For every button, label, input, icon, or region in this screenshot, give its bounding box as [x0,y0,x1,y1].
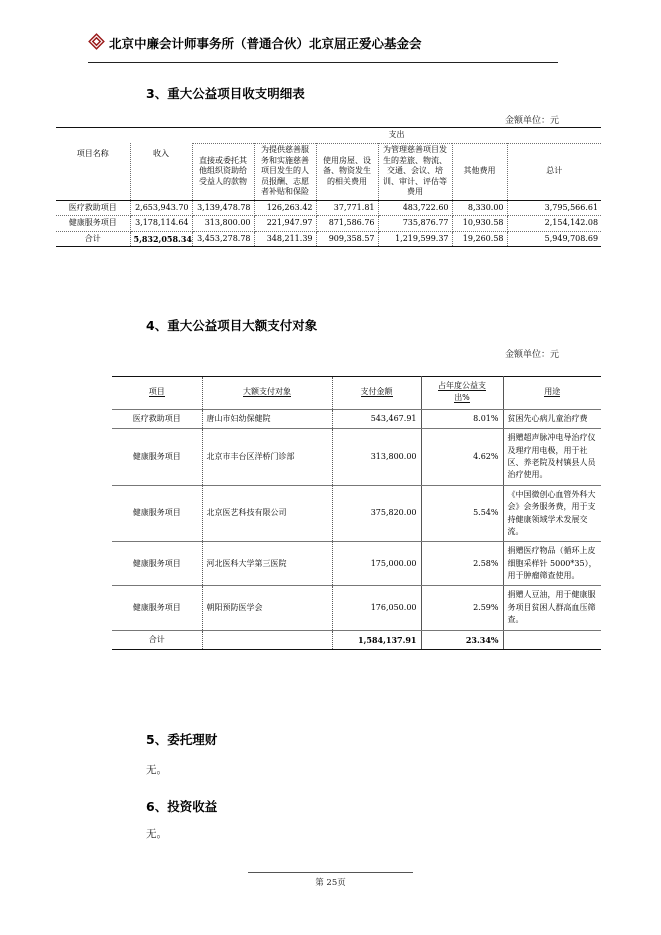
section-5-body: 无。 [146,764,167,776]
table-2-header-row [112,377,601,410]
cell-facilities: 37,771.81 [316,200,378,216]
table-row [56,200,601,216]
cell-project: 健康服务项目 [112,542,202,586]
cell-payee: 北京医艺科技有限公司 [202,485,332,542]
cell-amount: 176,050.00 [332,586,421,630]
table-row [112,485,601,542]
footer-divider [248,872,413,873]
cell-project: 医疗救助项目 [112,409,202,428]
cell-percent: 4.62% [421,429,503,486]
table-2-col-project: 项目 [112,377,202,410]
cell-percent: 5.54% [421,485,503,542]
section-6-body: 无。 [146,828,167,840]
table-1-col-facilities: 使用房屋、设备、物资发生的相关费用 [316,143,378,200]
cell-facilities: 871,586.76 [316,216,378,232]
cell-project: 合计 [112,630,202,649]
diamond-seal-logo-icon [88,33,105,50]
table-row [56,216,601,232]
cell-project: 健康服务项目 [112,586,202,630]
cell-direct-aid: 3,139,478.78 [192,200,254,216]
cell-purpose [503,630,601,649]
table-1-col-personnel: 为提供慈善服务和实施慈善项目发生的人员报酬、志愿者补贴和保险 [254,143,316,200]
cell-income: 2,653,943.70 [130,200,192,216]
table-total-row [56,231,601,247]
page-number: 第 25页 [315,878,346,888]
cell-percent: 2.59% [421,586,503,630]
cell-project: 健康服务项目 [112,429,202,486]
header-title: 北京中廉会计师事务所（普通合伙）北京屈正爱心基金会 [109,36,422,51]
cell-personnel: 126,263.42 [254,200,316,216]
cell-other: 10,930.58 [452,216,507,232]
cell-percent: 23.34% [421,630,503,649]
cell-management: 483,722.60 [378,200,452,216]
cell-project: 健康服务项目 [112,485,202,542]
cell-other: 8,330.00 [452,200,507,216]
section-3-heading: 3、重大公益项目收支明细表 [146,86,305,101]
table-1-group-header-expense: 支出 [192,128,601,144]
document-header [88,34,558,52]
cell-purpose: 捐赠人豆油，用于健康服务项目贫困人群高血压筛查。 [503,586,601,630]
cell-project-name: 健康服务项目 [56,216,130,232]
section-3-unit-note: 金额单位：元 [505,116,560,126]
cell-amount: 175,000.00 [332,542,421,586]
cell-direct-aid: 3,453,278.78 [192,231,254,247]
table-1-col-project-name: 项目名称 [56,126,130,183]
cell-percent: 8.01% [421,409,503,428]
cell-project-name: 合计 [56,231,130,247]
cell-purpose: 捐赠超声脉冲电导治疗仪及理疗用电极，用于社区、养老院及村镇县人员治疗使用。 [503,429,601,486]
cell-amount: 543,467.91 [332,409,421,428]
table-1-header-row [56,143,601,200]
table-2-col-amount: 支付金额 [332,377,421,410]
cell-income: 5,832,058.34 [130,231,192,247]
cell-percent: 2.58% [421,542,503,586]
table-1-col-income: 收入 [130,126,192,183]
table-2-col-purpose: 用途 [503,377,601,410]
cell-total: 2,154,142.08 [507,216,601,232]
cell-amount: 375,820.00 [332,485,421,542]
cell-facilities: 909,358.57 [316,231,378,247]
cell-management: 735,876.77 [378,216,452,232]
cell-total: 3,795,566.61 [507,200,601,216]
section-4-unit-note: 金额单位：元 [505,350,560,360]
header-divider [88,62,558,63]
table-total-row [112,630,601,649]
table-1-col-management: 为管理慈善项目发生的差旅、物流、交通、会议、培训、审计、评估等费用 [378,143,452,200]
table-2-col-payee: 大额支付对象 [202,377,332,410]
cell-income: 3,178,114.64 [130,216,192,232]
table-row [112,409,601,428]
table-row [112,542,601,586]
cell-amount: 313,800.00 [332,429,421,486]
table-row [112,586,601,630]
major-charity-income-expense-table [56,127,601,247]
cell-payee: 北京市丰台区洋桥门诊部 [202,429,332,486]
cell-purpose: 捐赠医疗物品（循环上皮细胞采样针 5000*35），用于肿瘤筛查使用。 [503,542,601,586]
table-1-col-total: 总计 [507,143,601,200]
cell-purpose: 《中国微创心血管外科大会》会务服务费，用于支持健康领域学术发展交流。 [503,485,601,542]
cell-personnel: 348,211.39 [254,231,316,247]
table-1-col-direct-aid: 直接或委托其他组织资助给受益人的款物 [192,143,254,200]
cell-payee: 河北医科大学第三医院 [202,542,332,586]
cell-personnel: 221,947.97 [254,216,316,232]
cell-total: 5,949,708.69 [507,231,601,247]
section-6-heading: 6、投资收益 [146,799,218,814]
section-5-heading: 5、委托理财 [146,732,218,747]
cell-other: 19,260.58 [452,231,507,247]
major-payees-table [112,376,601,650]
cell-amount: 1,584,137.91 [332,630,421,649]
cell-management: 1,219,599.37 [378,231,452,247]
cell-payee [202,630,332,649]
cell-payee: 朝阳预防医学会 [202,586,332,630]
cell-project-name: 医疗救助项目 [56,200,130,216]
section-4-heading: 4、重大公益项目大额支付对象 [146,318,318,333]
cell-purpose: 贫困先心病儿童治疗费 [503,409,601,428]
table-1-col-other: 其他费用 [452,143,507,200]
cell-payee: 唐山市妇幼保健院 [202,409,332,428]
table-2-col-percent: 占年度公益支 出% [421,377,503,410]
table-row [112,429,601,486]
cell-direct-aid: 313,800.00 [192,216,254,232]
